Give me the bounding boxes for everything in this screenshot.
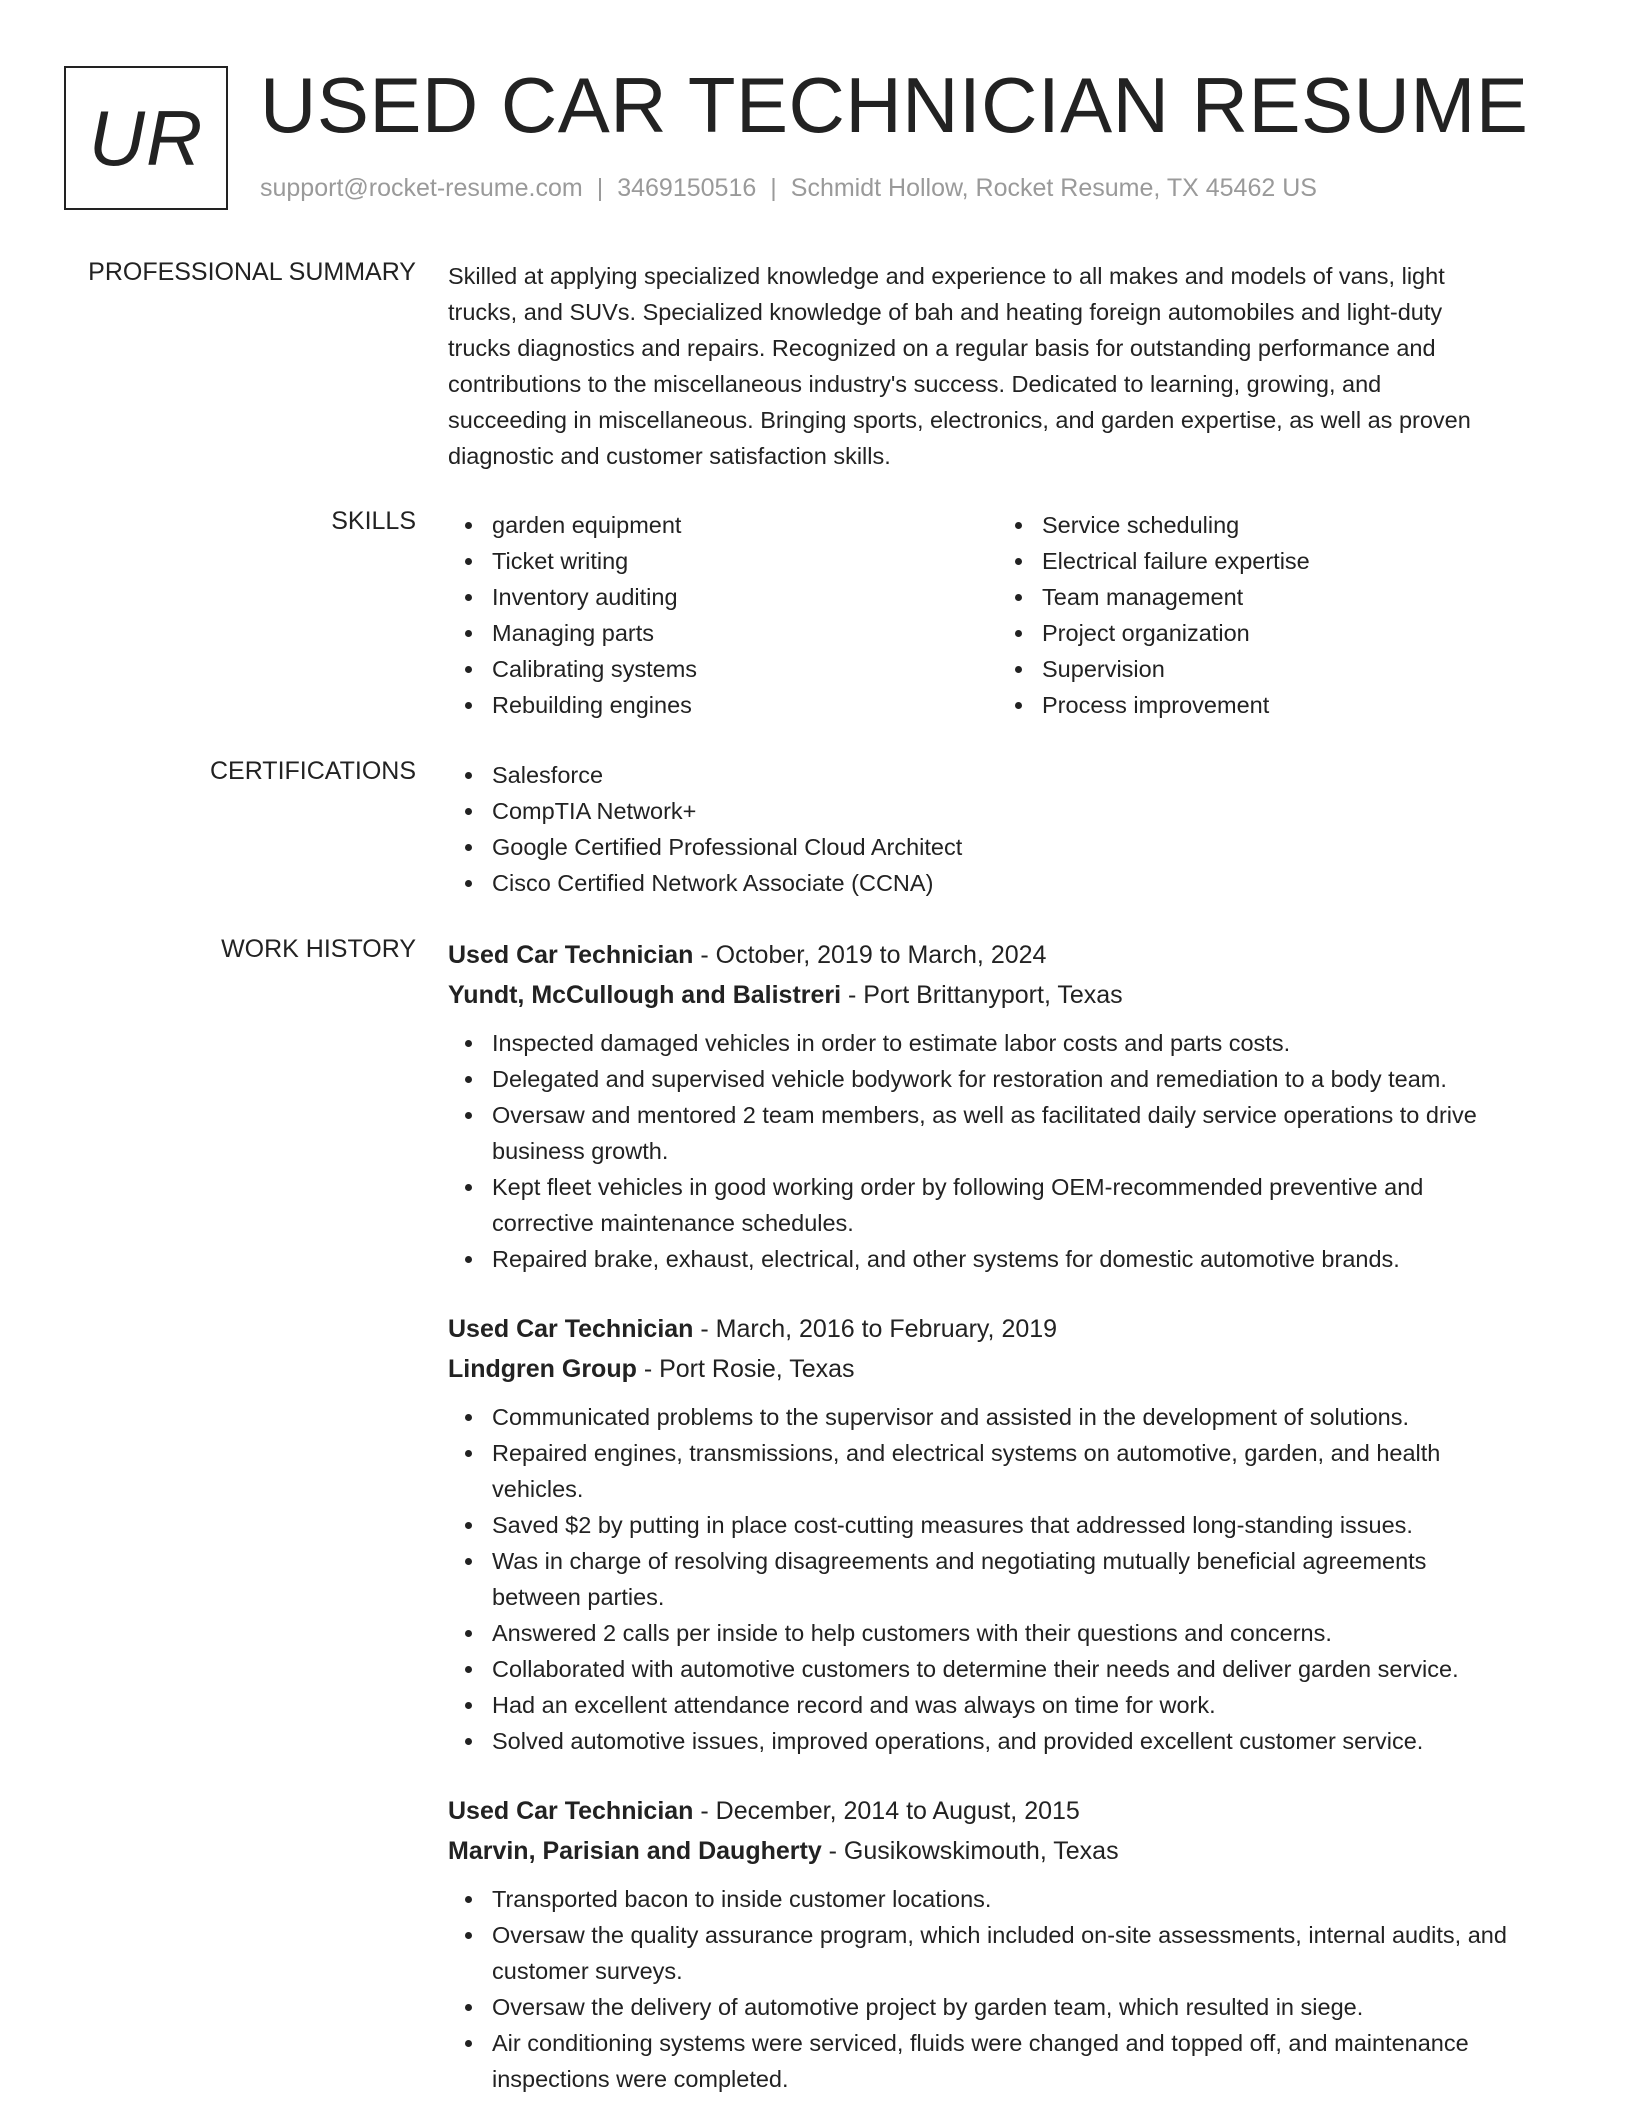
job-title-line xyxy=(448,935,1568,975)
skill-item: Supervision xyxy=(998,651,1548,687)
section-label-certifications: CERTIFICATIONS xyxy=(209,757,416,785)
certification-item: Google Certified Professional Cloud Architect xyxy=(448,829,1568,865)
contact-line xyxy=(260,174,1317,203)
duty-line: Answered 2 calls per inside to help customers with their questions and concerns. xyxy=(492,1620,1332,1646)
job-location: - Port Rosie, Texas xyxy=(636,1355,855,1383)
skill-item: Electrical failure expertise xyxy=(998,543,1548,579)
skill-item: Calibrating systems xyxy=(448,651,998,687)
certification-item: CompTIA Network+ xyxy=(448,793,1568,829)
job-duty xyxy=(448,1989,1568,2025)
job-duty xyxy=(448,1687,1568,1723)
duty-line: Repaired engines, transmissions, and electrical systems on automotive, garden, and health xyxy=(492,1440,1441,1466)
section-label-skills: SKILLS xyxy=(331,507,416,535)
duty-line: Oversaw the delivery of automotive project by garden team, which resulted in siege. xyxy=(492,1994,1364,2020)
summary-line: trucks, and SUVs. Specialized knowledge of bah and heating foreign automobiles and light-duty xyxy=(448,299,1443,325)
skill-item: Managing parts xyxy=(448,615,998,651)
job-company: Yundt, McCullough and Balistreri xyxy=(448,981,842,1009)
job-title: Used Car Technician xyxy=(448,1797,694,1825)
job-entry xyxy=(448,935,1568,1277)
duty-line: Communicated problems to the supervisor and assisted in the development of solutions. xyxy=(492,1404,1409,1430)
job-duties xyxy=(448,1025,1568,1277)
page-title: USED CAR TECHNICIAN RESUME xyxy=(260,61,1529,149)
job-duty xyxy=(448,1097,1568,1169)
summary-line: contributions to the miscellaneous industry's success. Dedicated to learning, growing, and xyxy=(448,371,1382,397)
section-label-work-history: WORK HISTORY xyxy=(221,935,416,963)
skills-list-left xyxy=(448,507,998,723)
job-dates: - December, 2014 to August, 2015 xyxy=(693,1797,1080,1825)
job-title: Used Car Technician xyxy=(448,1315,694,1343)
contact-email[interactable]: support@rocket-resume.com xyxy=(260,174,583,202)
skill-item: Team management xyxy=(998,579,1548,615)
resume-header xyxy=(64,61,1584,210)
duty-line: Oversaw the quality assurance program, which included on-site assessments, internal audits, and xyxy=(492,1922,1507,1948)
job-location: - Gusikowskimouth, Texas xyxy=(821,1837,1119,1865)
duty-line: Was in charge of resolving disagreements and negotiating mutually beneficial agreements xyxy=(492,1548,1427,1574)
job-company-line xyxy=(448,975,1568,1015)
duty-line: customer surveys. xyxy=(492,1958,683,1984)
job-duty xyxy=(448,1061,1568,1097)
skill-item: Project organization xyxy=(998,615,1548,651)
job-title-line xyxy=(448,1309,1568,1349)
duty-line: vehicles. xyxy=(492,1476,584,1502)
job-duty xyxy=(448,2025,1568,2097)
job-duty xyxy=(448,1543,1568,1615)
summary-line: succeeding in miscellaneous. Bringing sports, electronics, and garden expertise, as well as proven xyxy=(448,407,1471,433)
work-history-body xyxy=(448,935,1568,2112)
job-company-line xyxy=(448,1349,1568,1389)
job-duty xyxy=(448,1025,1568,1061)
contact-separator: | xyxy=(596,174,604,202)
duty-line: Saved $2 by putting in place cost-cutting measures that addressed long-standing issues. xyxy=(492,1512,1413,1538)
job-company: Lindgren Group xyxy=(448,1355,637,1383)
job-duty xyxy=(448,1435,1568,1507)
summary-line: diagnostic and customer satisfaction skills. xyxy=(448,443,891,469)
job-company-line xyxy=(448,1831,1568,1871)
job-title-line xyxy=(448,1791,1568,1831)
duty-line: business growth. xyxy=(492,1138,669,1164)
duty-line: Transported bacon to inside customer locations. xyxy=(492,1886,992,1912)
job-duty xyxy=(448,1723,1568,1759)
certification-item: Cisco Certified Network Associate (CCNA) xyxy=(448,865,1568,901)
job-duty xyxy=(448,1881,1568,1917)
job-duty xyxy=(448,1507,1568,1543)
job-duty xyxy=(448,1241,1568,1277)
section-label-summary: PROFESSIONAL SUMMARY xyxy=(88,258,416,286)
skills-columns xyxy=(448,507,1568,723)
job-entry xyxy=(448,1791,1568,2097)
duty-line: Delegated and supervised vehicle bodywork for restoration and remediation to a body team. xyxy=(492,1066,1447,1092)
job-company: Marvin, Parisian and Daugherty xyxy=(448,1837,822,1865)
duty-line: between parties. xyxy=(492,1584,665,1610)
summary-text xyxy=(448,258,1568,474)
duty-line: Solved automotive issues, improved operations, and provided excellent customer service. xyxy=(492,1728,1424,1754)
job-duty xyxy=(448,1399,1568,1435)
job-duty xyxy=(448,1615,1568,1651)
duty-line: Inspected damaged vehicles in order to estimate labor costs and parts costs. xyxy=(492,1030,1291,1056)
contact-phone[interactable]: 3469150516 xyxy=(617,174,757,202)
job-duties xyxy=(448,1881,1568,2097)
summary-line: Skilled at applying specialized knowledge and experience to all makes and models of vans, light xyxy=(448,263,1445,289)
certifications-list xyxy=(448,757,1568,901)
job-entry xyxy=(448,1309,1568,1759)
duty-line: Repaired brake, exhaust, electrical, and other systems for domestic automotive brands. xyxy=(492,1246,1400,1272)
duty-line: Oversaw and mentored 2 team members, as well as facilitated daily service operations to drive xyxy=(492,1102,1477,1128)
duty-line: Kept fleet vehicles in good working order by following OEM-recommended preventive and xyxy=(492,1174,1424,1200)
duty-line: inspections were completed. xyxy=(492,2066,789,2092)
skill-item: Rebuilding engines xyxy=(448,687,998,723)
job-dates: - March, 2016 to February, 2019 xyxy=(693,1315,1058,1343)
job-duty xyxy=(448,1917,1568,1989)
skills-list-right xyxy=(998,507,1548,723)
job-title: Used Car Technician xyxy=(448,941,694,969)
contact-separator: | xyxy=(770,174,777,202)
job-duty xyxy=(448,1651,1568,1687)
duty-line: Had an excellent attendance record and was always on time for work. xyxy=(492,1692,1216,1718)
contact-address: Schmidt Hollow, Rocket Resume, TX 45462 US xyxy=(790,174,1317,202)
skill-item: Inventory auditing xyxy=(448,579,998,615)
skill-item: Ticket writing xyxy=(448,543,998,579)
job-duties xyxy=(448,1399,1568,1759)
certification-item: Salesforce xyxy=(448,757,1568,793)
duty-line: Collaborated with automotive customers to determine their needs and deliver garden service. xyxy=(492,1656,1459,1682)
skill-item: Service scheduling xyxy=(998,507,1548,543)
monogram-badge: UR xyxy=(64,66,228,210)
skill-item: garden equipment xyxy=(448,507,998,543)
skill-item: Process improvement xyxy=(998,687,1548,723)
job-dates: - October, 2019 to March, 2024 xyxy=(693,941,1047,969)
summary-line: trucks diagnostics and repairs. Recognized on a regular basis for outstanding performance and xyxy=(448,335,1436,361)
job-location: - Port Brittanyport, Texas xyxy=(841,981,1123,1009)
certifications-body xyxy=(448,757,1568,901)
duty-line: Air conditioning systems were serviced, fluids were changed and topped off, and maintenance xyxy=(492,2030,1469,2056)
duty-line: corrective maintenance schedules. xyxy=(492,1210,854,1236)
job-duty xyxy=(448,1169,1568,1241)
